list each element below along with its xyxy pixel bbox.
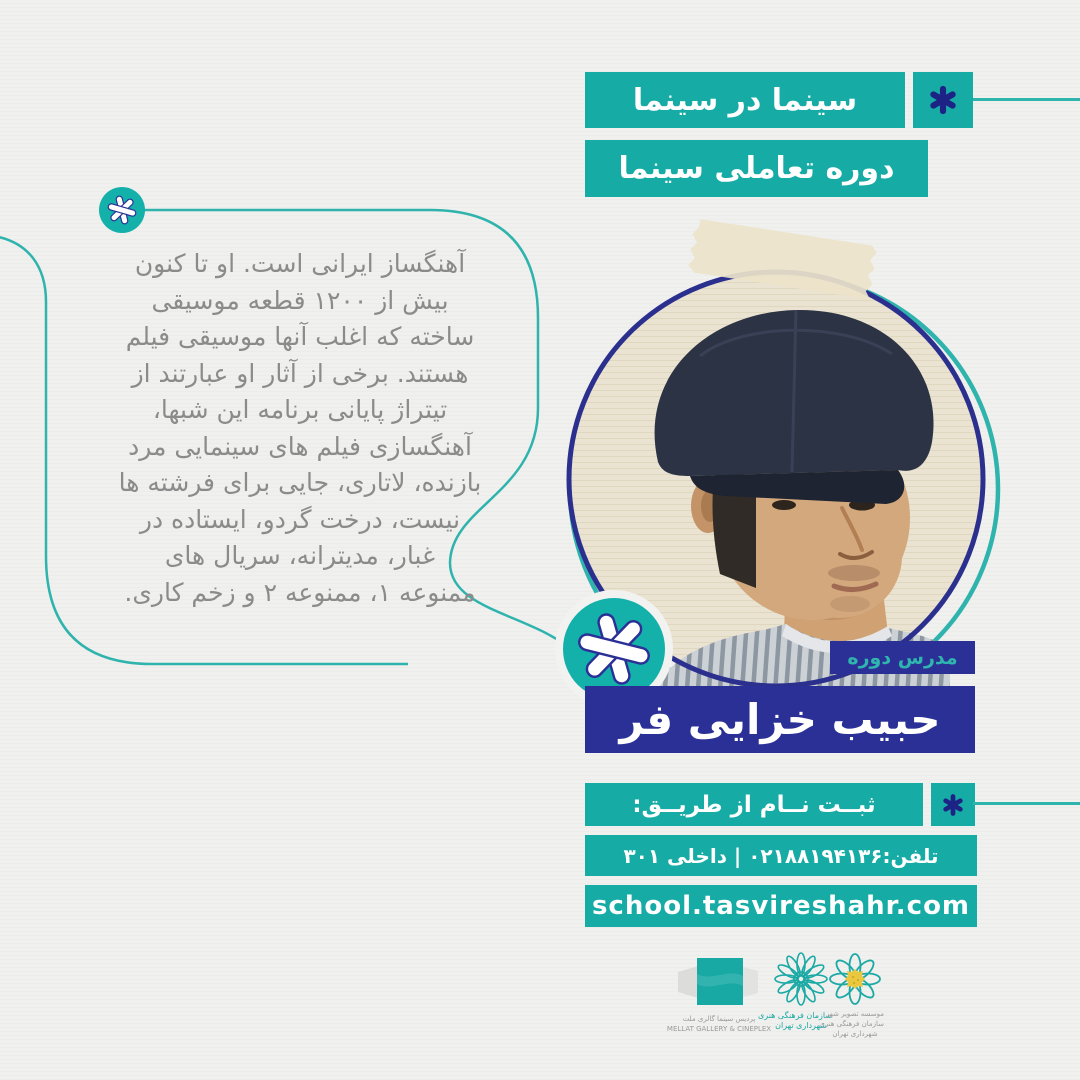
bio-text [70, 246, 530, 611]
header-banner-course-title: سینما در سینما [585, 72, 905, 128]
instructor-role-label: مدرس دوره [830, 641, 975, 674]
tasvirshahr-caption-line2: سازمان فرهنگی هنری [819, 1020, 884, 1028]
bio-line: بیش از ۱۲۰۰ قطعه موسیقی [151, 285, 449, 315]
registration-connector-line [973, 802, 1080, 805]
instructor-asterisk-badge [563, 598, 665, 700]
municipality-flower-icon [773, 951, 829, 1007]
asterisk-icon [105, 193, 139, 227]
bio-line: ساخته که اغلب آنها موسیقی فیلم [125, 322, 475, 351]
bio-line: بازنده، لاتاری، جایی برای فرشته ها [118, 468, 482, 497]
mellat-caption-en: MELLAT GALLERY & CINEPLEX [666, 1025, 772, 1033]
bio-line: غبار، مدیترانه، سریال های [164, 541, 436, 570]
registration-title-bar: ثبــت نــام از طریــق: [585, 783, 923, 826]
bio-line: آهنگسازی فیلم های سینمایی مرد [128, 431, 472, 461]
header-connector-line [973, 98, 1080, 101]
bio-asterisk-badge [99, 187, 145, 233]
tasvirshahr-caption-line3: شهرداری تهران [832, 1030, 878, 1038]
bio-line: آهنگساز ایرانی است. او تا کنون [134, 249, 466, 278]
header-banner-course-subtitle: دوره تعاملی سینما [585, 140, 928, 197]
bio-line: نیست، درخت گردو، ایستاده در [139, 504, 461, 534]
tasvirshahr-flower-icon [829, 953, 881, 1005]
bio-line: هستند. برخی از آثار او عبارتند از [131, 358, 469, 388]
instructor-name: حبیب خزایی فر [585, 686, 975, 753]
logo-mellat-cineplex [664, 956, 774, 1034]
registration-website-bar: school.tasvireshahr.com [585, 885, 977, 927]
tasvirshahr-caption-line1: موسسه تصویر شهر [825, 1010, 884, 1018]
registration-phone-bar: تلفن:۰۲۱۸۸۱۹۴۱۳۶ | داخلی ۳۰۱ [585, 835, 977, 876]
asterisk-icon [574, 609, 654, 689]
mellat-caption-fa: پردیس سینما گالری ملت [682, 1015, 756, 1023]
asterisk-icon [940, 792, 966, 818]
mellat-logo-icon [664, 956, 774, 1008]
municipality-caption-line1: سازمان فرهنگی هنری [758, 1011, 832, 1020]
bio-line: تیتراژ پایانی برنامه این شبها، [152, 395, 448, 424]
bio-line: ممنوعه ۱، ممنوعه ۲ و زخم کاری. [124, 577, 476, 607]
asterisk-icon [926, 83, 960, 117]
logo-tasvirshahr [819, 953, 884, 1039]
municipality-caption-line2: شهرداری تهران [775, 1021, 827, 1030]
registration-asterisk-square [931, 783, 975, 826]
header-asterisk-square [913, 72, 973, 128]
